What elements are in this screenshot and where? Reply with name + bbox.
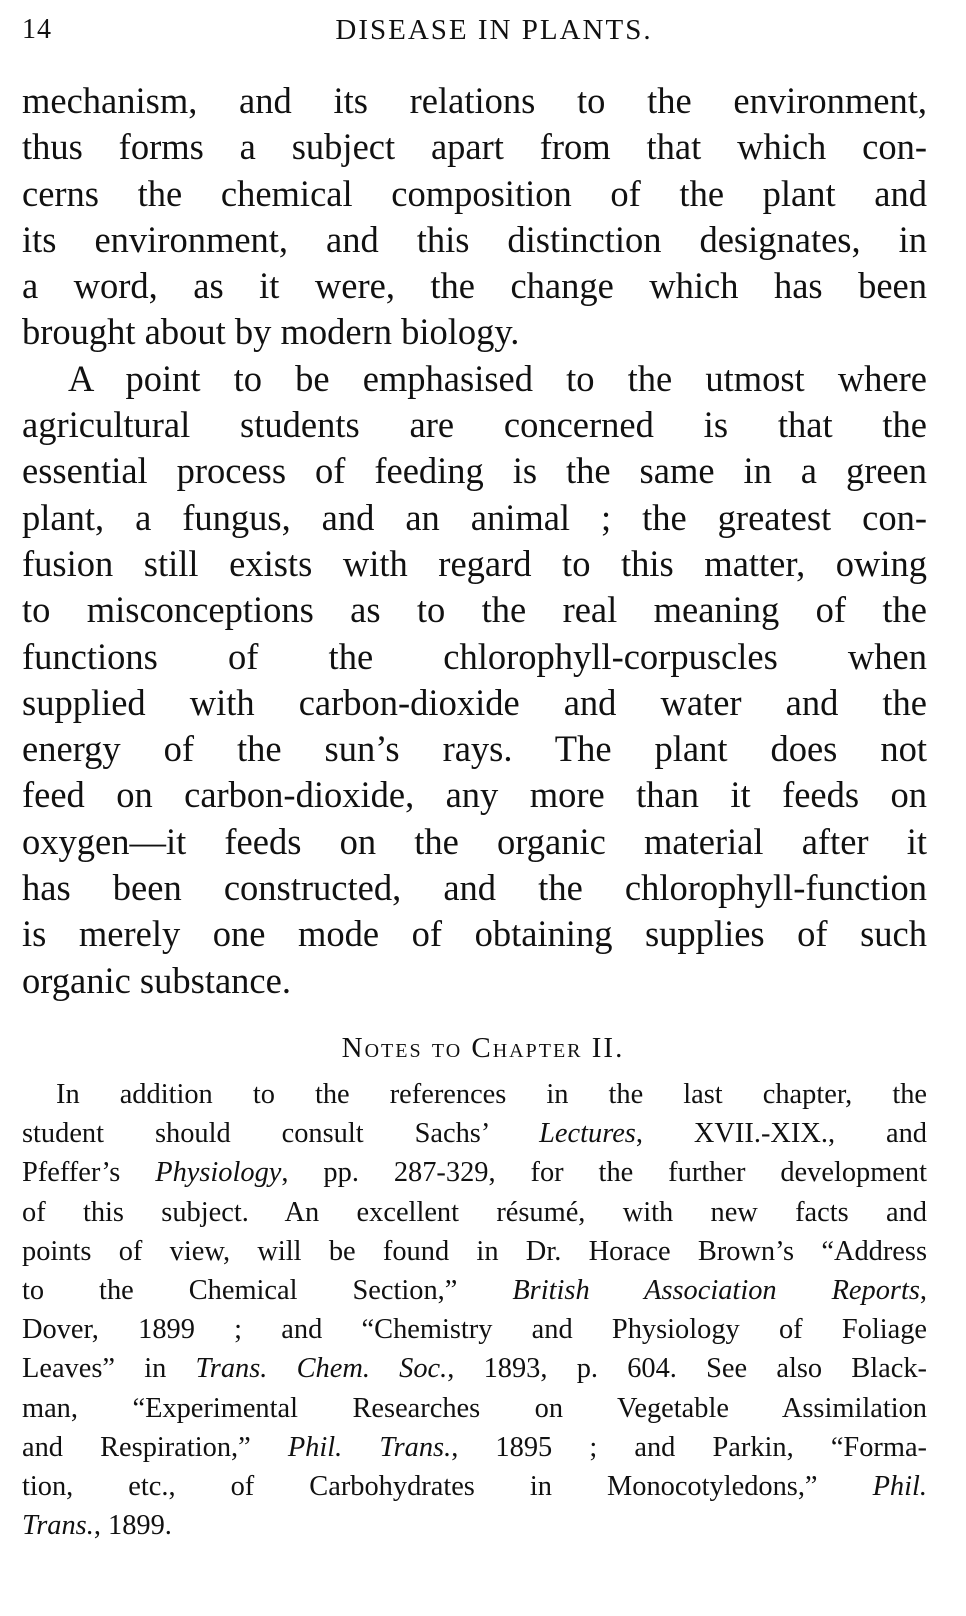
note-line: Pfeffer’s Physiology, pp. 287-329, for the further development (22, 1157, 927, 1189)
text-line: a word, as it were, the change which has been (22, 265, 927, 307)
note-line: student should consult Sachs’ Lectures, XVII.-XIX., and (22, 1118, 927, 1150)
text-line: mechanism, and its relations to the environment, (22, 80, 927, 121)
text-line: agricultural students are concerned is that the (22, 404, 927, 446)
text-line: thus forms a subject apart from that which con- (22, 126, 927, 168)
running-title: DISEASE IN PLANTS. (335, 14, 653, 46)
paragraph-1 (22, 78, 927, 356)
text-line: feed on carbon-dioxide, any more than it feeds on (22, 774, 927, 816)
text-line: oxygen—it feeds on the organic material after it (22, 820, 927, 862)
page-header (22, 8, 926, 52)
text-line: organic substance. (22, 959, 291, 1001)
citation-title: Phil. Trans. (287, 1431, 452, 1463)
text-line: A point to be emphasised to the utmost where (68, 357, 927, 399)
text-line: energy of the sun’s rays. The plant does not (22, 728, 927, 770)
citation-title: Trans. (22, 1510, 94, 1542)
note-line: Trans., 1899. (22, 1510, 172, 1542)
notes-heading: Notes to Chapter II. (341, 1032, 625, 1064)
text-line: to misconceptions as to the real meaning of the (22, 589, 927, 631)
note-line: tion, etc., of Carbohydrates in Monocotyledons,” Phil. (22, 1471, 927, 1503)
page-number: 14 (22, 14, 52, 45)
body-text (22, 78, 927, 1004)
note-line: and Respiration,” Phil. Trans., 1895 ; and Parkin, “Forma- (22, 1431, 927, 1463)
citation-title: Physiology (155, 1157, 282, 1189)
note-line: points of view, will be found in Dr. Horace Brown’s “Address (22, 1235, 927, 1267)
text-line: supplied with carbon-dioxide and water and the (22, 681, 927, 723)
note-line: Leaves” in Trans. Chem. Soc., 1893, p. 604. See also Black- (22, 1353, 927, 1385)
text-line: its environment, and this distinction designates, in (22, 218, 927, 260)
text-line: fusion still exists with regard to this matter, owing (22, 542, 927, 584)
text-line: has been constructed, and the chlorophyll-function (22, 867, 927, 909)
citation-title: Phil. (872, 1471, 927, 1503)
note-line: man, “Experimental Researches on Vegetable Assimilation (22, 1392, 927, 1424)
citation-title: Trans. Chem. Soc. (195, 1353, 448, 1385)
text-line: essential process of feeding is the same in a green (22, 450, 927, 492)
note-line: In addition to the references in the last chapter, the (56, 1079, 927, 1110)
citation-title: British Association Reports (512, 1275, 920, 1307)
note-line: of this subject. An excellent résumé, with new facts and (22, 1196, 927, 1228)
text-line: plant, a fungus, and an animal ; the greatest con- (22, 496, 927, 538)
citation-title: Lectures (539, 1118, 636, 1150)
paragraph-2 (22, 356, 927, 1004)
chapter-notes (22, 1075, 927, 1545)
text-line: cerns the chemical composition of the plant and (22, 172, 927, 214)
note-line: Dover, 1899 ; and “Chemistry and Physiology of Foliage (22, 1314, 927, 1346)
note-line: to the Chemical Section,” British Association Reports, (22, 1275, 927, 1307)
text-line: functions of the chlorophyll-corpuscles when (22, 635, 927, 677)
text-line: brought about by modern biology. (22, 311, 520, 353)
text-line: is merely one mode of obtaining supplies of such (22, 913, 927, 955)
